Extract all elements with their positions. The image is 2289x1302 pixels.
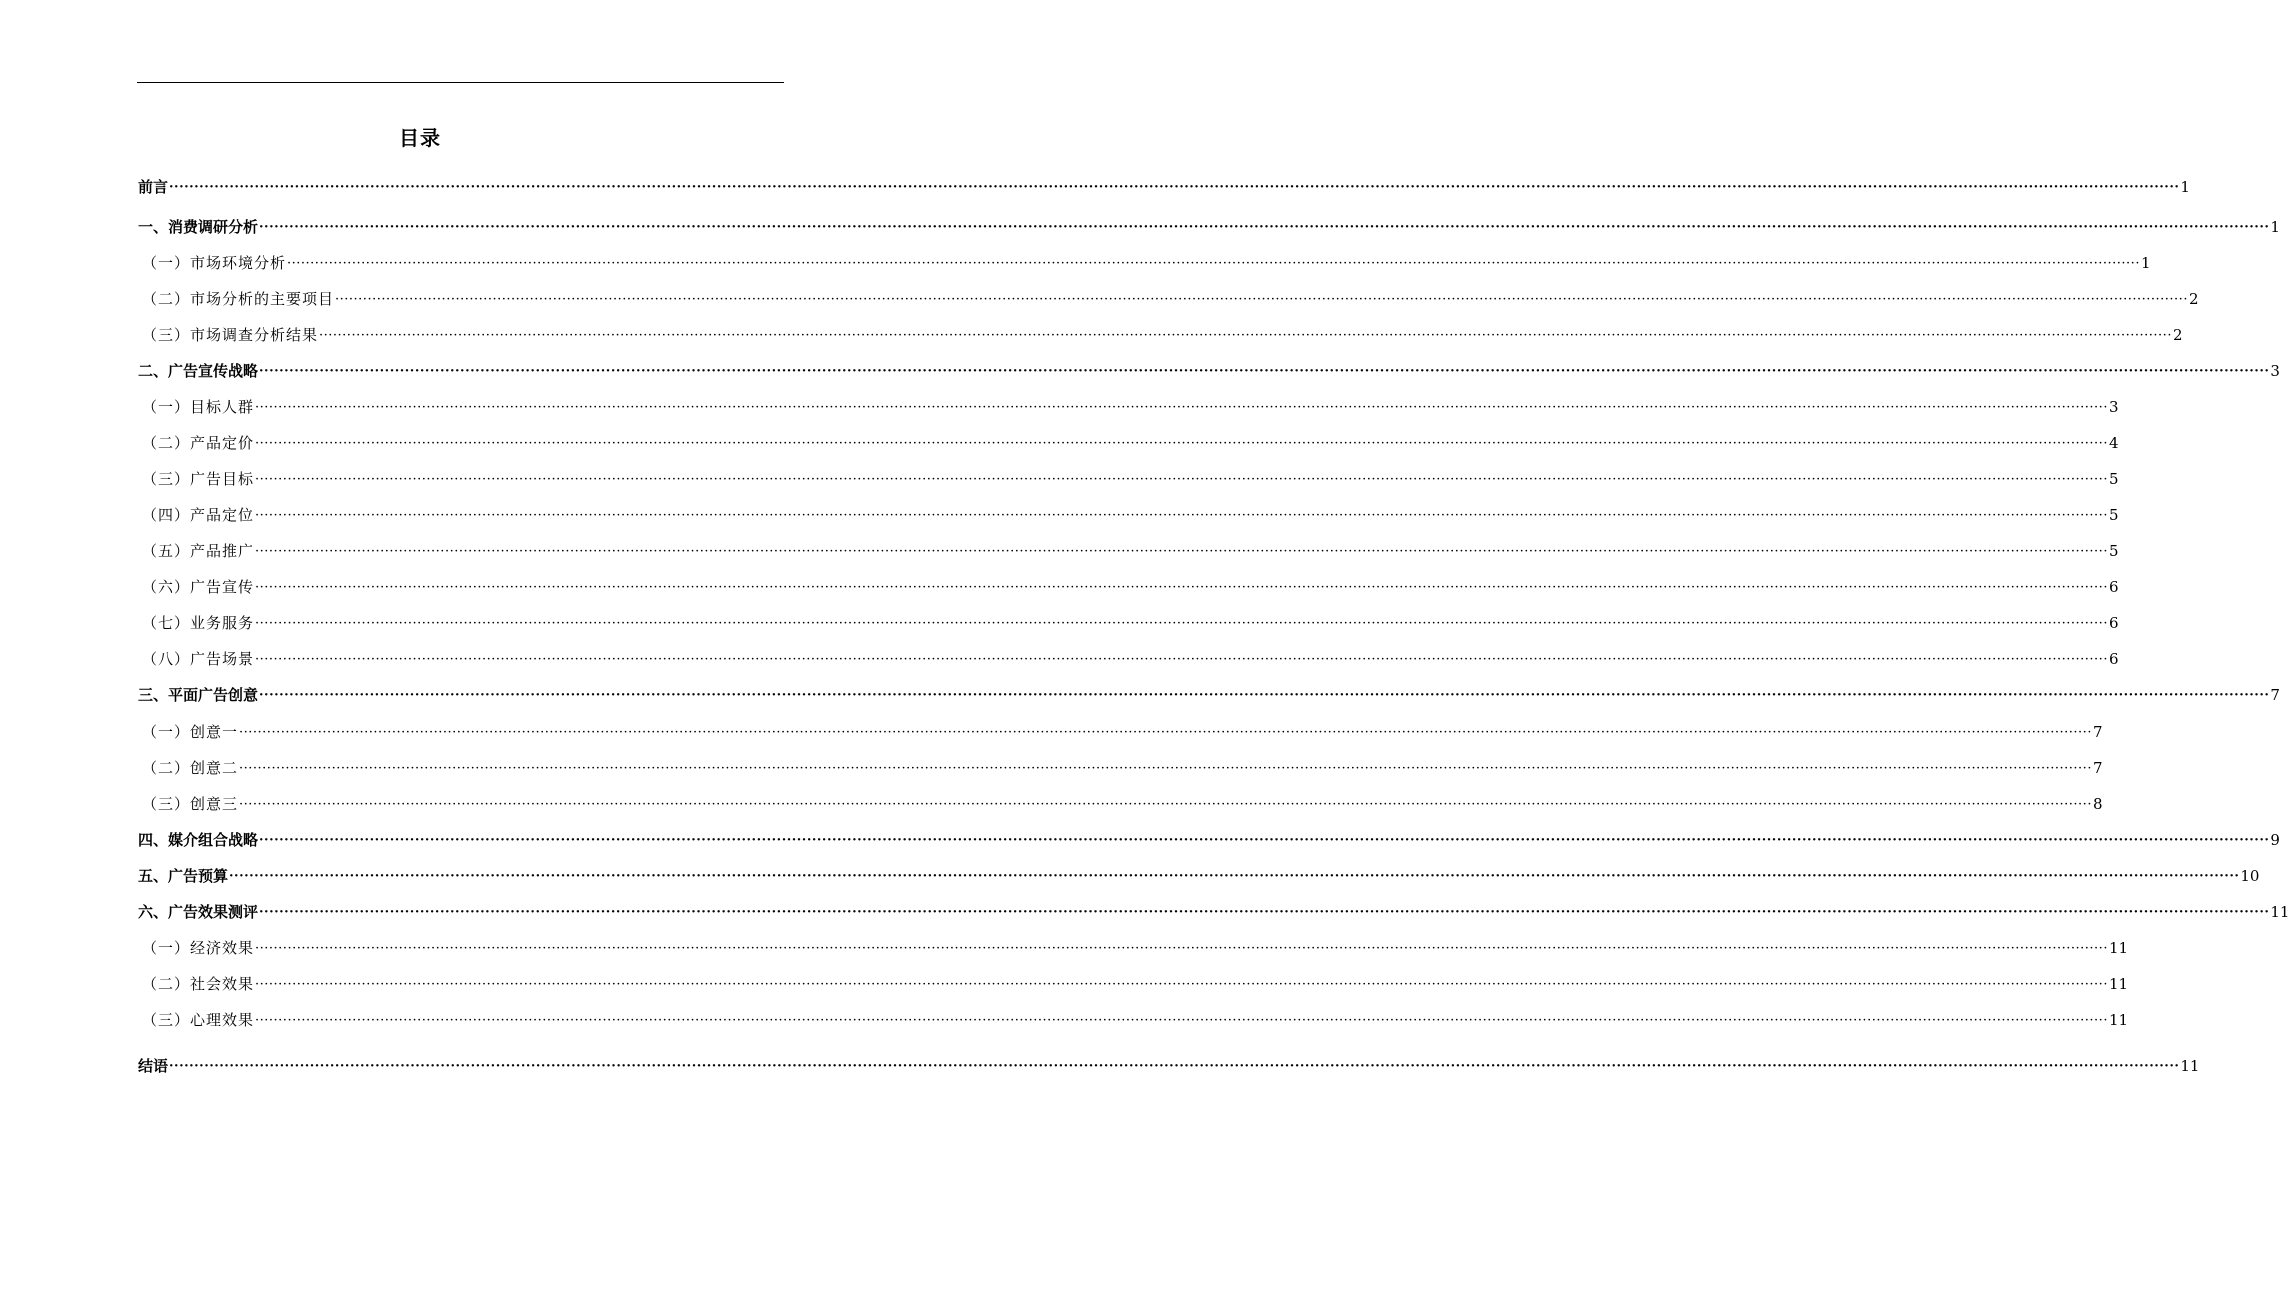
toc-dot-leader: ················································································································································································································································································································································································································ bbox=[259, 220, 2270, 235]
toc-entry-label: （三）市场调查分析结果 bbox=[142, 326, 319, 344]
page-title: 目录 bbox=[399, 126, 441, 150]
toc-entry-page-number: 6 bbox=[2108, 578, 2119, 596]
toc-entry[interactable] bbox=[138, 357, 2280, 381]
toc-entry-page-number: 5 bbox=[2108, 506, 2119, 524]
toc-entry[interactable] bbox=[138, 1006, 2129, 1030]
toc-entry-label: （一）经济效果 bbox=[142, 939, 255, 957]
toc-entry-page-number: 2 bbox=[2188, 290, 2199, 308]
toc-entry-page-number: 1 bbox=[2180, 178, 2190, 196]
toc-entry[interactable] bbox=[138, 718, 2103, 742]
toc-entry[interactable] bbox=[138, 285, 2199, 309]
toc-dot-leader: ················································································································································································································································································································································································································ bbox=[287, 256, 2140, 271]
toc-dot-leader: ················································································································································································································································································································································································································ bbox=[229, 869, 2240, 884]
toc-entry[interactable] bbox=[138, 537, 2119, 561]
toc-entry-label: （一）创意一 bbox=[142, 723, 239, 741]
toc-dot-leader: ················································································································································································································································································································································································································ bbox=[255, 400, 2108, 415]
toc-entry-label: 四、媒介组合战略 bbox=[138, 831, 259, 849]
toc-entry-page-number: 5 bbox=[2108, 542, 2119, 560]
toc-dot-leader: ················································································································································································································································································································································································································ bbox=[319, 328, 2172, 343]
toc-entry-label: 三、平面广告创意 bbox=[138, 686, 259, 704]
toc-entry-page-number: 11 bbox=[2180, 1057, 2200, 1075]
toc-entry[interactable] bbox=[138, 754, 2103, 778]
toc-entry-page-number: 11 bbox=[2270, 903, 2289, 921]
toc-entry[interactable] bbox=[138, 213, 2280, 237]
toc-entry-page-number: 6 bbox=[2108, 650, 2119, 668]
toc-entry[interactable] bbox=[138, 681, 2280, 705]
toc-entry-label: （三）广告目标 bbox=[142, 470, 255, 488]
toc-entry-label: 二、广告宣传战略 bbox=[138, 362, 259, 380]
toc-dot-leader: ················································································································································································································································································································································································································ bbox=[255, 472, 2108, 487]
toc-entry-label: （七）业务服务 bbox=[142, 614, 255, 632]
toc-entry[interactable] bbox=[138, 645, 2119, 669]
toc-entry[interactable] bbox=[138, 862, 2260, 886]
toc-dot-leader: ················································································································································································································································································································································································································ bbox=[259, 905, 2270, 920]
toc-entry-page-number: 7 bbox=[2092, 723, 2103, 741]
toc-entry-page-number: 11 bbox=[2108, 939, 2129, 957]
toc-entry-label: 六、广告效果测评 bbox=[138, 903, 259, 921]
toc-dot-leader: ················································································································································································································································································································································································································ bbox=[255, 977, 2108, 992]
toc-entry[interactable] bbox=[138, 249, 2151, 273]
toc-entry[interactable] bbox=[138, 501, 2119, 525]
toc-dot-leader: ················································································································································································································································································································································································································ bbox=[255, 544, 2108, 559]
toc-entry-page-number: 4 bbox=[2108, 434, 2119, 452]
header-rule bbox=[137, 82, 784, 83]
toc-entry[interactable] bbox=[138, 934, 2129, 958]
toc-entry[interactable] bbox=[138, 173, 2190, 197]
toc-dot-leader: ················································································································································································································································································································································································································ bbox=[255, 941, 2108, 956]
toc-entry-label: （六）广告宣传 bbox=[142, 578, 255, 596]
toc-entry-label: （二）社会效果 bbox=[142, 975, 255, 993]
toc-entry[interactable] bbox=[138, 790, 2103, 814]
toc-dot-leader: ················································································································································································································································································································································································································ bbox=[255, 652, 2108, 667]
toc-entry-label: （二）创意二 bbox=[142, 759, 239, 777]
toc-entry-label: （八）广告场景 bbox=[142, 650, 255, 668]
toc-entry-label: 一、消费调研分析 bbox=[138, 218, 259, 236]
toc-entry[interactable] bbox=[138, 465, 2119, 489]
toc-entry-label: 五、广告预算 bbox=[138, 867, 229, 885]
toc-entry-page-number: 8 bbox=[2092, 795, 2103, 813]
toc-entry-page-number: 11 bbox=[2108, 975, 2129, 993]
toc-entry-page-number: 1 bbox=[2270, 218, 2280, 236]
toc-dot-leader: ················································································································································································································································································································································································································ bbox=[259, 833, 2270, 848]
toc-entry-label: （一）目标人群 bbox=[142, 398, 255, 416]
toc-dot-leader: ················································································································································································································································································································································································································ bbox=[259, 364, 2270, 379]
toc-entry[interactable] bbox=[138, 321, 2183, 345]
toc-entry-label: （二）市场分析的主要项目 bbox=[142, 290, 335, 308]
toc-dot-leader: ················································································································································································································································································································································································································ bbox=[335, 292, 2188, 307]
toc-entry-label: 结语 bbox=[138, 1057, 169, 1075]
toc-entry-label: （一）市场环境分析 bbox=[142, 254, 287, 272]
toc-entry-page-number: 1 bbox=[2140, 254, 2151, 272]
toc-entry-label: （二）产品定价 bbox=[142, 434, 255, 452]
toc-entry[interactable] bbox=[138, 898, 2289, 922]
toc-dot-leader: ················································································································································································································································································································································································································ bbox=[169, 180, 2180, 195]
toc-entry-page-number: 6 bbox=[2108, 614, 2119, 632]
toc-entry[interactable] bbox=[138, 609, 2119, 633]
toc-dot-leader: ················································································································································································································································································································································································································ bbox=[259, 688, 2270, 703]
toc-entry-page-number: 7 bbox=[2092, 759, 2103, 777]
toc-entry-label: 前言 bbox=[138, 178, 169, 196]
toc-entry-label: （三）心理效果 bbox=[142, 1011, 255, 1029]
toc-entry-page-number: 9 bbox=[2270, 831, 2280, 849]
toc-dot-leader: ················································································································································································································································································································································································································ bbox=[255, 580, 2108, 595]
toc-entry[interactable] bbox=[138, 970, 2129, 994]
toc-dot-leader: ················································································································································································································································································································································································································ bbox=[239, 761, 2092, 776]
toc-dot-leader: ················································································································································································································································································································································································································ bbox=[169, 1059, 2180, 1074]
toc-entry[interactable] bbox=[138, 393, 2119, 417]
toc-dot-leader: ················································································································································································································································································································································································································ bbox=[239, 725, 2092, 740]
toc-entry-page-number: 7 bbox=[2270, 686, 2280, 704]
toc-entry-label: （三）创意三 bbox=[142, 795, 239, 813]
toc-entry-label: （四）产品定位 bbox=[142, 506, 255, 524]
toc-dot-leader: ················································································································································································································································································································································································································ bbox=[255, 616, 2108, 631]
toc-dot-leader: ················································································································································································································································································································································································································ bbox=[255, 436, 2108, 451]
toc-entry[interactable] bbox=[138, 826, 2280, 850]
toc-entry-page-number: 2 bbox=[2172, 326, 2183, 344]
toc-dot-leader: ················································································································································································································································································································································································································ bbox=[255, 1013, 2108, 1028]
toc-entry[interactable] bbox=[138, 429, 2119, 453]
toc-entry-page-number: 3 bbox=[2270, 362, 2280, 380]
toc-entry-label: （五）产品推广 bbox=[142, 542, 255, 560]
toc-dot-leader: ················································································································································································································································································································································································································ bbox=[239, 797, 2092, 812]
toc-dot-leader: ················································································································································································································································································································································································································ bbox=[255, 508, 2108, 523]
toc-entry-page-number: 10 bbox=[2240, 867, 2260, 885]
toc-entry[interactable] bbox=[138, 1052, 2200, 1076]
toc-entry-page-number: 5 bbox=[2108, 470, 2119, 488]
toc-entry-page-number: 3 bbox=[2108, 398, 2119, 416]
toc-entry-page-number: 11 bbox=[2108, 1011, 2129, 1029]
toc-entry[interactable] bbox=[138, 573, 2119, 597]
